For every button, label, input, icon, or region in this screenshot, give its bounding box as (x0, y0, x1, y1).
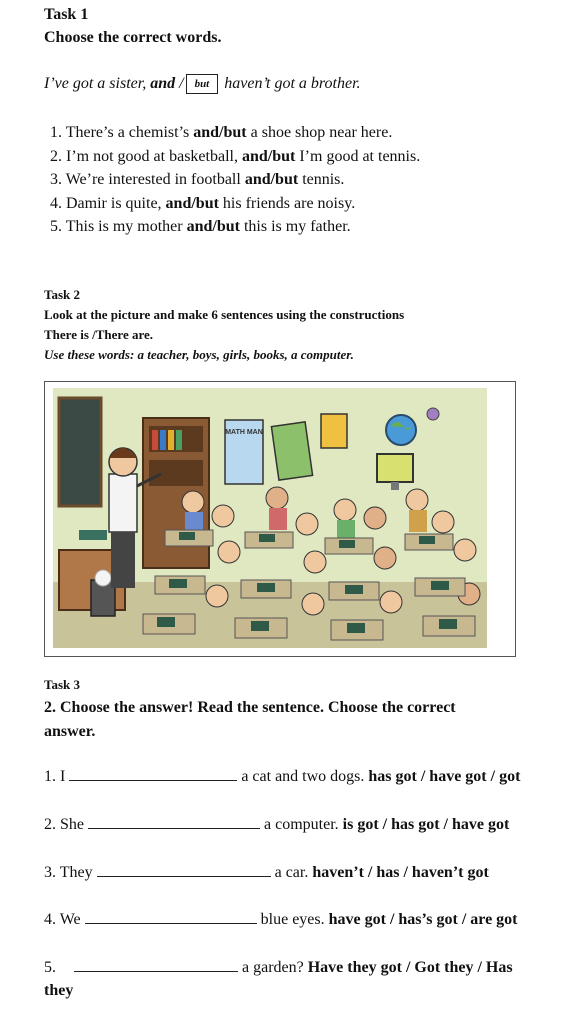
example-answer-box: but (186, 74, 219, 94)
task1-list (50, 121, 420, 239)
task1-instruction: Choose the correct words. (44, 29, 222, 46)
question-text: a car. (270, 864, 313, 881)
item-text: We’re interested in football (65, 171, 245, 188)
answer-blank[interactable] (69, 766, 237, 781)
example-start: I’ve got a sister, (44, 75, 151, 92)
item-choice: and/but (244, 171, 299, 188)
item-number: 5. (50, 218, 62, 235)
item-text: his friends are noisy. (218, 194, 356, 212)
blackboard (59, 398, 101, 506)
question-5 (44, 956, 524, 1002)
answer-options: has got / have got / got (368, 768, 521, 785)
question-number: 2. She (44, 816, 84, 833)
item-choice: and/but (241, 147, 296, 165)
answer-blank[interactable] (85, 909, 257, 924)
item-text: a shoe shop near here. (246, 124, 393, 141)
task2-constructions: There is /There are. (44, 327, 154, 342)
question-4 (44, 908, 524, 931)
item-text: this is my father. (239, 218, 351, 235)
list-item (50, 145, 420, 169)
answer-blank[interactable] (74, 957, 238, 972)
item-text: tennis. (298, 171, 345, 188)
question-number: 4. We (44, 911, 81, 928)
question-number: 5. (44, 959, 56, 976)
classroom-scene (45, 382, 515, 656)
task2-word-list: Use these words: a teacher, boys, girls, books, a computer. (44, 347, 354, 362)
example-end: haven’t got a brother. (220, 75, 361, 92)
question-text: a computer. (260, 816, 343, 833)
classroom-illustration (44, 381, 516, 657)
answer-blank[interactable] (88, 814, 260, 829)
task3-title: Task 3 (44, 677, 81, 692)
example-and: and (150, 75, 176, 92)
answer-options: is got / has got / have got (342, 816, 510, 833)
question-1 (44, 765, 524, 788)
item-choice: and/but (186, 218, 240, 235)
list-item (50, 192, 420, 216)
item-number: 3. (50, 171, 62, 188)
question-2 (44, 813, 524, 836)
item-number: 2. (50, 147, 62, 165)
task1-title: Task 1 (44, 6, 89, 23)
question-3 (44, 861, 524, 884)
question-text: blue eyes. (256, 911, 329, 928)
list-item (50, 168, 420, 192)
answer-options: Have they got / Got they / Has they (44, 959, 513, 999)
example-slash: / (175, 75, 184, 92)
task2-instruction: Look at the picture and make 6 sentences using the constructions (44, 307, 405, 322)
item-text: I’m good at tennis. (295, 147, 421, 165)
answer-options: have got / has’s got / are got (328, 911, 518, 928)
item-text: There’s a chemist’s (65, 124, 194, 141)
task1-example (44, 74, 361, 94)
question-number: 3. They (44, 864, 93, 881)
answer-blank[interactable] (97, 862, 271, 877)
question-text: a cat and two dogs. (237, 768, 369, 785)
answer-options: haven’t / has / haven’t got (312, 864, 489, 881)
item-number: 1. (50, 124, 62, 141)
poster-label: MATH MAN (225, 429, 263, 436)
globe-icon (386, 415, 416, 445)
item-text: I’m not good at basketball, (66, 147, 242, 165)
question-text: a garden? (238, 959, 308, 976)
computer-icon (377, 454, 413, 482)
item-choice: and/but (165, 194, 219, 212)
item-number: 4. (50, 194, 62, 212)
item-text: Damir is quite, (66, 194, 166, 212)
question-number: 1. I (44, 768, 66, 785)
item-text: This is my mother (65, 218, 187, 235)
list-item (50, 121, 420, 145)
list-item (50, 215, 420, 239)
task3-instruction: 2. Choose the answer! Read the sentence. Choose the correct answer. (44, 699, 456, 740)
item-choice: and/but (193, 124, 247, 141)
task2-title: Task 2 (44, 287, 81, 302)
